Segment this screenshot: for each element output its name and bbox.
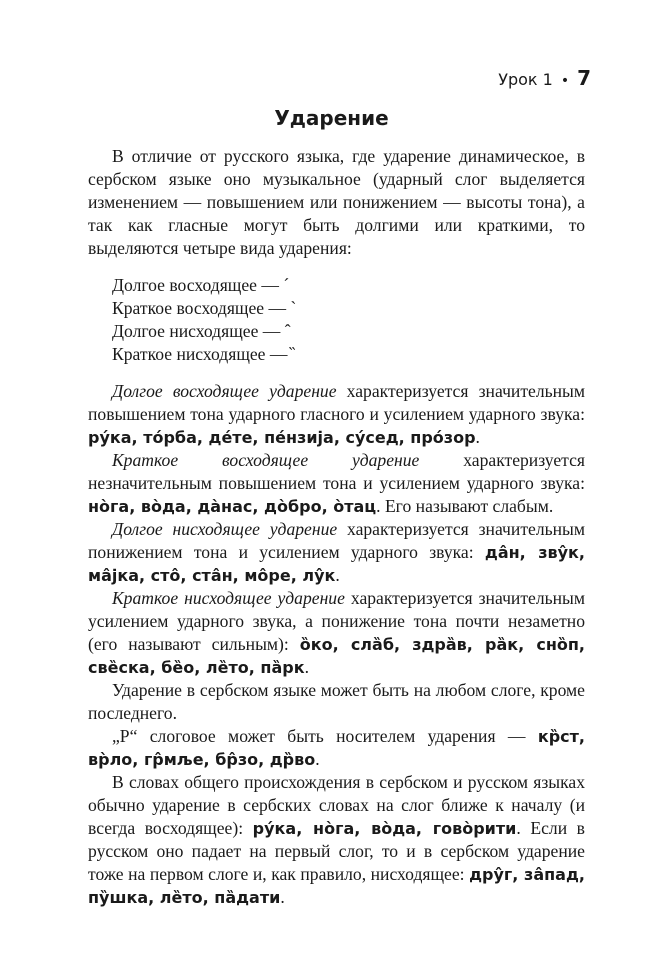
page-number: 7 [577,66,591,90]
term: Долгое восходящее ударение [112,381,337,401]
stress-type-long-rising: Долгое восходящее — ´ [112,275,290,295]
paragraph-short-falling: Краткое нисходящее ударение характеризуется значительным усилением ударного звука, а понижение тона почти незаметно (его называют сильным): о̏ко, сла̏б, здра̏в, ра̏к, сно̏п, све̏ска, бе̏о, ле̏то, па̏рк. [88,588,586,677]
paragraph-long-falling: Долгое нисходящее ударение характеризуется значительным понижением тона и усилением ударного звука: да̂н, зву̂к, ма̂јка, сто̂, ста̂н, мо̂ре, лу̂к. [88,519,585,585]
stress-type-long-falling: Долгое нисходящее — ˆ [112,321,291,341]
page-header [498,66,591,90]
page-title: Ударение [274,106,389,130]
term: Краткое восходящее ударение [112,450,420,470]
examples: кр̏ст, вр̀ло, гр̂мље, бр̂зо, др̏во [88,727,585,769]
stress-types-list [88,274,585,366]
term: Долгое нисходящее ударение [112,519,338,539]
paragraph-syllabic-r: „Р“ слоговое может быть носителем ударения — кр̏ст, вр̀ло, гр̂мље, бр̂зо, др̏во. [88,726,585,769]
examples: о̏ко, сла̏б, здра̏в, ра̏к, сно̏п, све̏ска, бе̏о, ле̏то, па̏рк [88,635,586,677]
paragraph-any-syllable: Ударение в сербском языке может быть на любом слоге, кроме последнего. [88,680,585,723]
examples: ру́ка, нòга, вòда, говòрити [252,819,517,838]
stress-type-short-falling: Краткое нисходящее — ̏ [112,344,292,364]
examples: нòга, вòда, дàнас, дòбро, òтац [88,497,377,516]
examples: да̂н, зву̂к, ма̂јка, сто̂, ста̂н, мо̂ре, лу̂к [88,543,585,585]
examples: дру̂г, за̂пад, пу̏шка, ле̏то, па̏дати [88,865,585,907]
paragraph-short-rising: Краткое восходящее ударение характеризуется незначительным повышением тона и усилением ударного звука: нòга, вòда, дàнас, дòбро, òтац. Его называют слабым. [88,450,585,516]
term: Краткое нисходящее ударение [112,588,345,608]
paragraph-common-origin: В словах общего происхождения в сербском и русском языках обычно ударение в сербских словах на слог ближе к началу (и всегда восходящее): ру́ка, нòга, вòда, говòрити. Если в русском оно падает на первый слог, то и в сербском ударение тоже на первом слоге и, как правило, нисходящее: дру̂г, за̂пад, пу̏шка, ле̏то, па̏дати. [88,772,585,907]
stress-type-short-rising: Краткое восходящее — ` [112,298,297,318]
intro-paragraph: В отличие от русского языка, где ударение динамическое, в сербском языке оно музыкальное (ударный слог выделяется изменением — повышением или понижением — высоты тона), а так как гласные могут быть долгими или краткими, то выделяются четыре вида ударения: [88,146,585,258]
section-label: Урок 1 [498,70,553,89]
examples: ру́ка, то́рба, де́те, пе́нзија, су́сед, про́зор [88,428,476,447]
header-bullet: • [560,73,570,89]
paragraph-long-rising: Долгое восходящее ударение характеризуется значительным повышением тона ударного гласного и усилением ударного звука: ру́ка, то́рба, де́те, пе́нзија, су́сед, про́зор. [88,381,586,447]
body-text [88,145,585,909]
